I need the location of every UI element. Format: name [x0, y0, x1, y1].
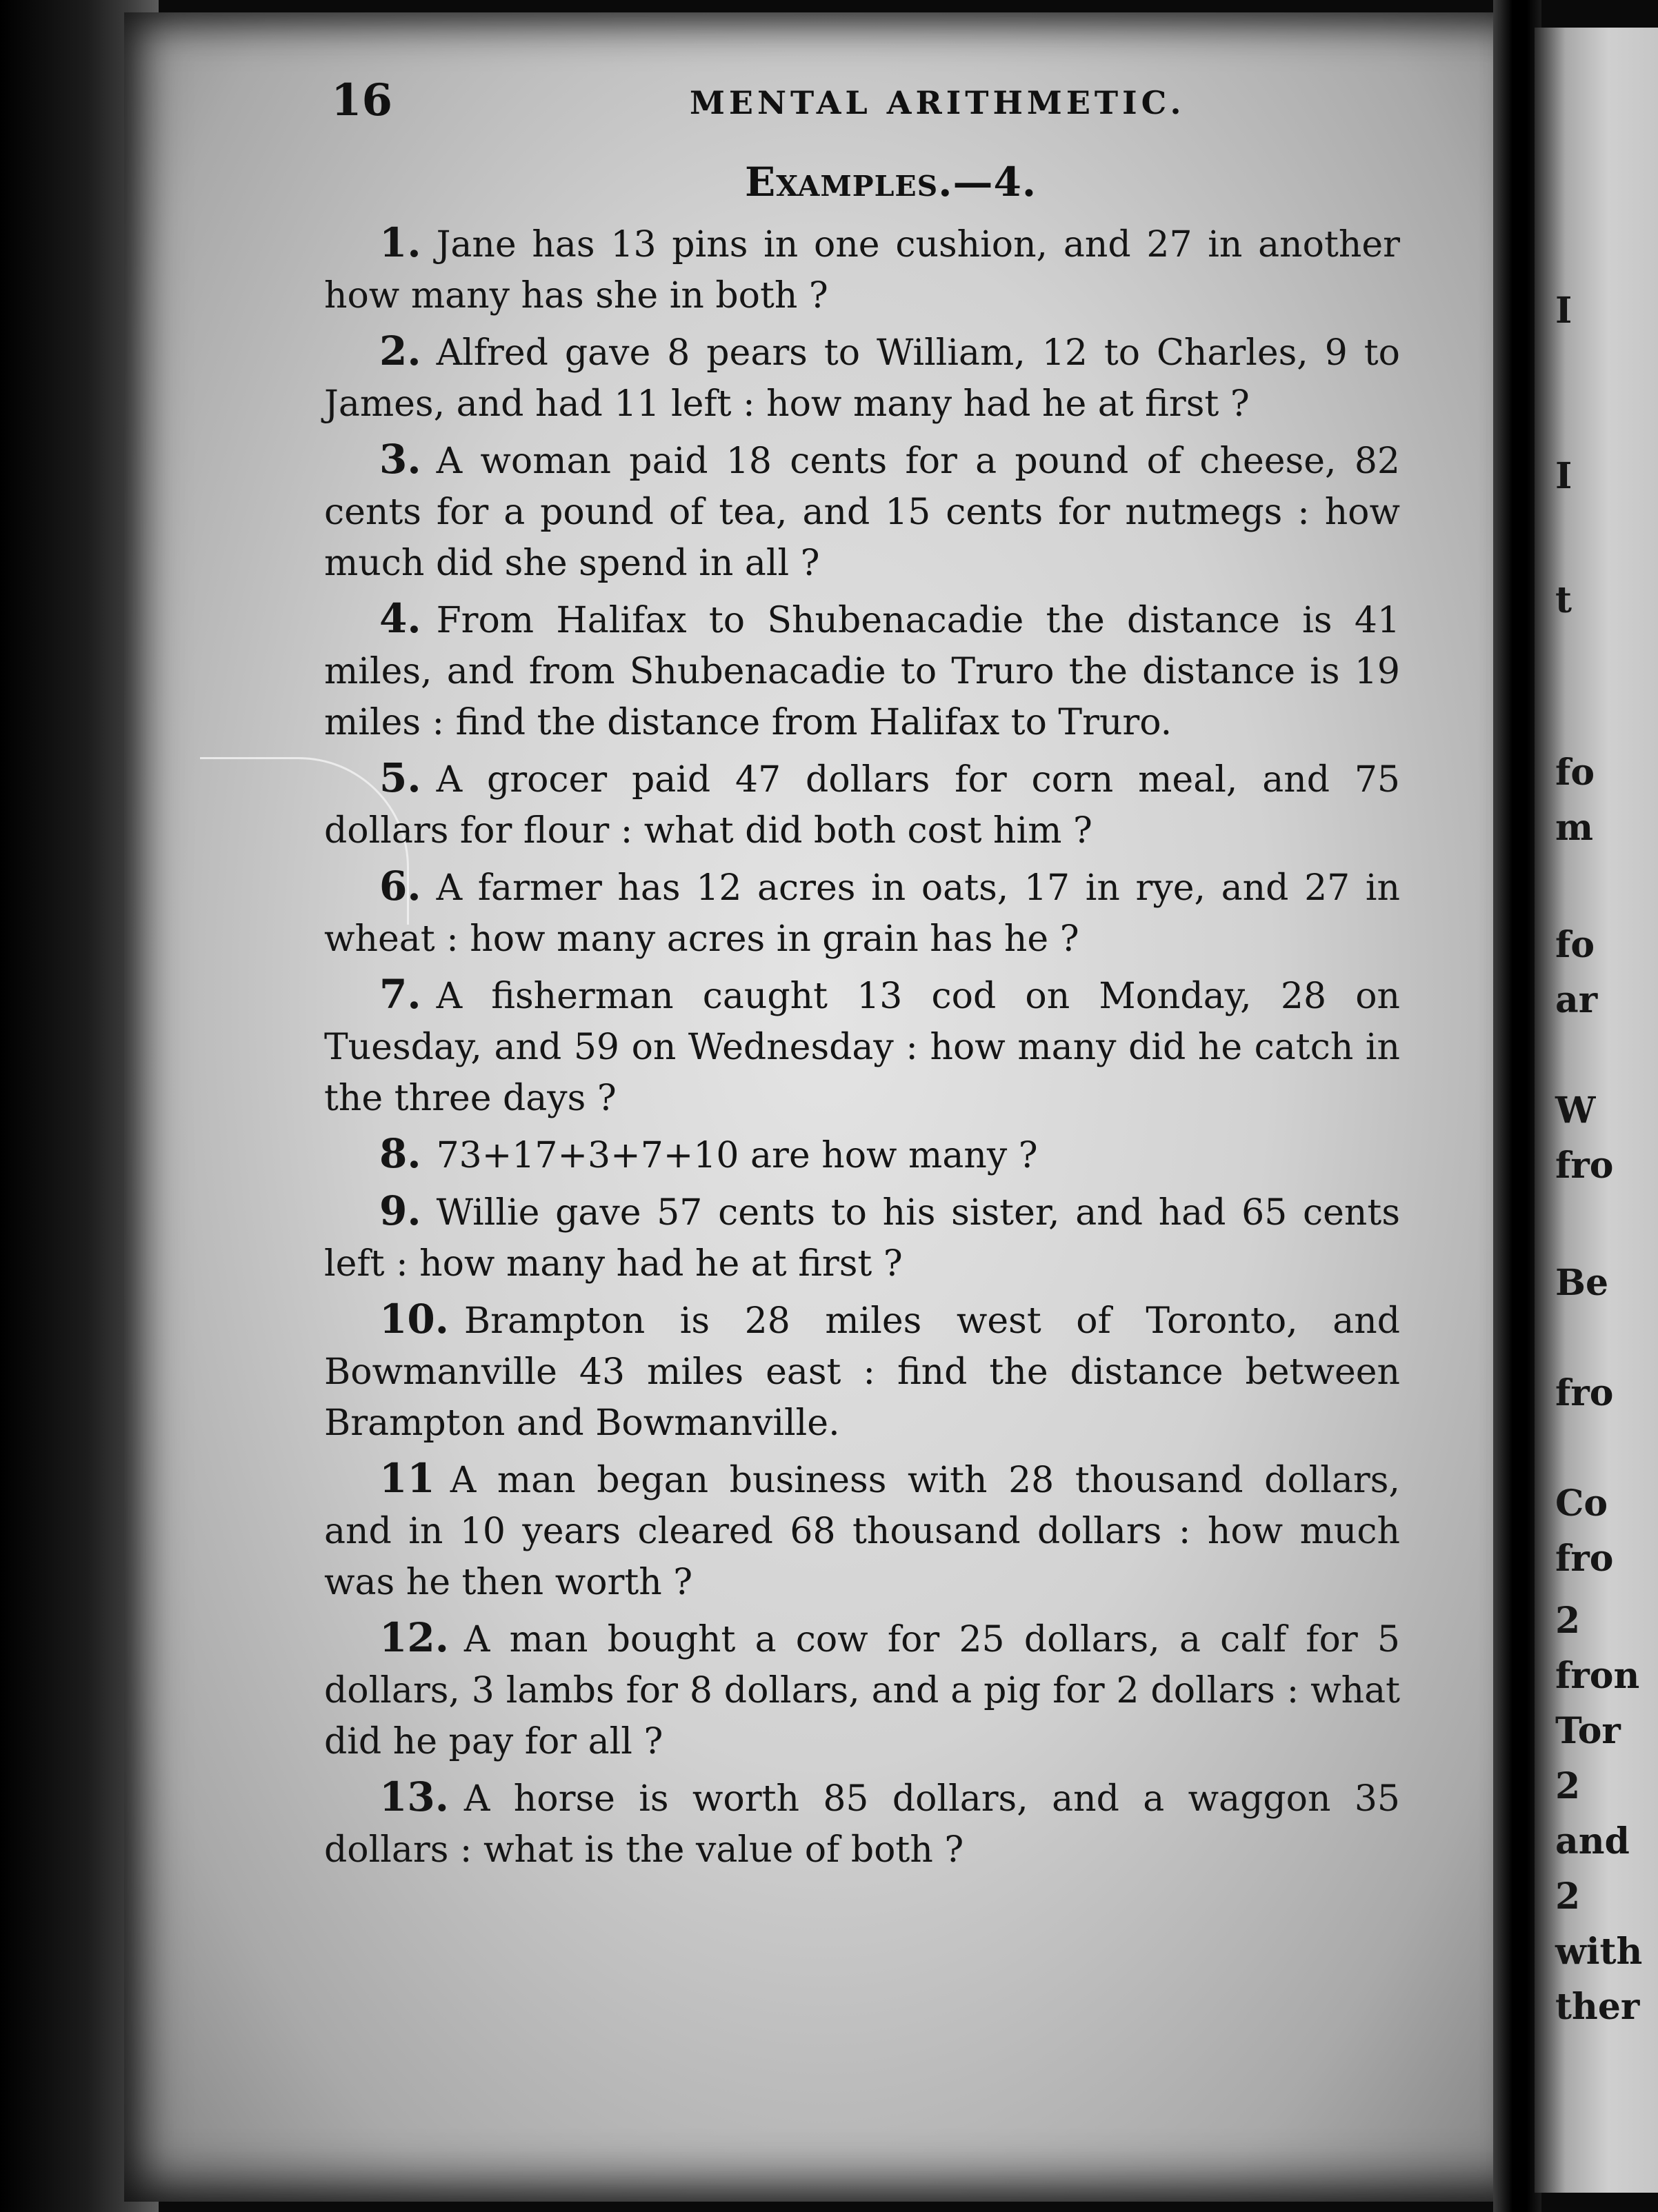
facing-page-fragment: Be — [1555, 1262, 1609, 1304]
facing-page-fragment: I — [1555, 290, 1572, 332]
facing-page-fragment: m — [1555, 807, 1594, 849]
facing-page-fragment: Tor — [1555, 1710, 1621, 1752]
facing-page-fragment: fro — [1555, 1372, 1614, 1414]
example-item — [324, 593, 1400, 748]
example-text: A farmer has 12 acres in oats, 17 in rye, and 27 in wheat : how many acres in grain has he ? — [324, 867, 1400, 960]
example-number: 5. — [379, 754, 421, 801]
facing-page-fragment: t — [1555, 579, 1572, 621]
example-number: 2. — [379, 328, 421, 374]
example-item — [324, 217, 1400, 321]
example-number: 6. — [379, 863, 421, 909]
facing-page-fragment: W — [1555, 1089, 1596, 1132]
example-item — [324, 1294, 1400, 1449]
page-title: MENTAL ARITHMETIC. — [690, 84, 1186, 121]
example-text: Alfred gave 8 pears to William, 12 to Charles, 9 to James, and had 11 left : how many had he at first ? — [324, 332, 1400, 425]
example-text: A fisherman caught 13 cod on Monday, 28 on Tuesday, and 59 on Wednesday : how many did he catch in the three days ? — [324, 976, 1400, 1119]
facing-page-fragment: fro — [1555, 1538, 1614, 1580]
example-item — [324, 1128, 1400, 1181]
example-item — [324, 1453, 1400, 1608]
facing-page-fragment: 2 — [1555, 1876, 1581, 1918]
facing-page-fragment: ar — [1555, 979, 1598, 1021]
example-item — [324, 752, 1400, 856]
examples-list — [324, 217, 1400, 1880]
section-heading: Examples.—4. — [745, 159, 1037, 205]
example-number: 8. — [379, 1130, 421, 1177]
facing-page-fragment: Co — [1555, 1482, 1608, 1525]
facing-page-fragment: fo — [1555, 752, 1595, 794]
example-text: A woman paid 18 cents for a pound of cheese, 82 cents for a pound of tea, and 15 cents for nutmegs : how much did she spend in all ? — [324, 441, 1400, 584]
facing-page-fragment: fron — [1555, 1655, 1640, 1697]
example-number: 10. — [379, 1296, 449, 1343]
example-text: Jane has 13 pins in one cushion, and 27 in another how many has she in both ? — [324, 224, 1400, 316]
example-item — [324, 1771, 1400, 1876]
example-item — [324, 325, 1400, 430]
facing-page-fragment: 2 — [1555, 1600, 1581, 1642]
example-number: 12. — [379, 1614, 449, 1661]
facing-page-fragment: fro — [1555, 1145, 1614, 1187]
example-number: 7. — [379, 971, 421, 1018]
example-item — [324, 1185, 1400, 1289]
facing-page-edge — [1535, 28, 1658, 2193]
facing-page-fragment: ther — [1555, 1986, 1640, 2028]
example-item — [324, 861, 1400, 965]
example-text: A horse is worth 85 dollars, and a waggon 35 dollars : what is the value of both ? — [324, 1778, 1400, 1871]
example-number: 11 — [379, 1455, 435, 1502]
facing-page-fragment: and — [1555, 1820, 1630, 1862]
example-number: 3. — [379, 436, 421, 483]
example-number: 9. — [379, 1187, 421, 1234]
example-number: 4. — [379, 595, 421, 642]
example-number: 1. — [379, 219, 421, 266]
facing-page-fragment: 2 — [1555, 1765, 1581, 1807]
example-item — [324, 434, 1400, 589]
facing-page-fragment: fo — [1555, 924, 1595, 966]
example-text: A man began business with 28 thousand dollars, and in 10 years cleared 68 thousand dollars : how much was he then worth ? — [324, 1460, 1400, 1603]
facing-page-fragment: I — [1555, 455, 1572, 497]
example-text: A grocer paid 47 dollars for corn meal, and 75 dollars for flour : what did both cost him ? — [324, 759, 1400, 852]
example-text: A man bought a cow for 25 dollars, a calf for 5 dollars, 3 lambs for 8 dollars, and a pig for 2 dollars : what did he pay for all ? — [324, 1619, 1400, 1762]
example-item — [324, 969, 1400, 1124]
example-text: From Halifax to Shubenacadie the distance is 41 miles, and from Shubenacadie to Truro the distance is 19 miles : find the distance from Halifax to Truro. — [324, 600, 1400, 743]
example-text: Brampton is 28 miles west of Toronto, and Bowmanville 43 miles east : find the distance between Brampton and Bowmanville. — [324, 1300, 1400, 1444]
example-text: 73+17+3+7+10 are how many ? — [436, 1135, 1038, 1176]
running-head — [331, 74, 1435, 130]
example-item — [324, 1612, 1400, 1767]
facing-page-fragment: with — [1555, 1931, 1643, 1973]
example-text: Willie gave 57 cents to his sister, and had 65 cents left : how many had he at first ? — [324, 1192, 1400, 1285]
example-number: 13. — [379, 1773, 449, 1820]
page-number: 16 — [331, 74, 393, 126]
